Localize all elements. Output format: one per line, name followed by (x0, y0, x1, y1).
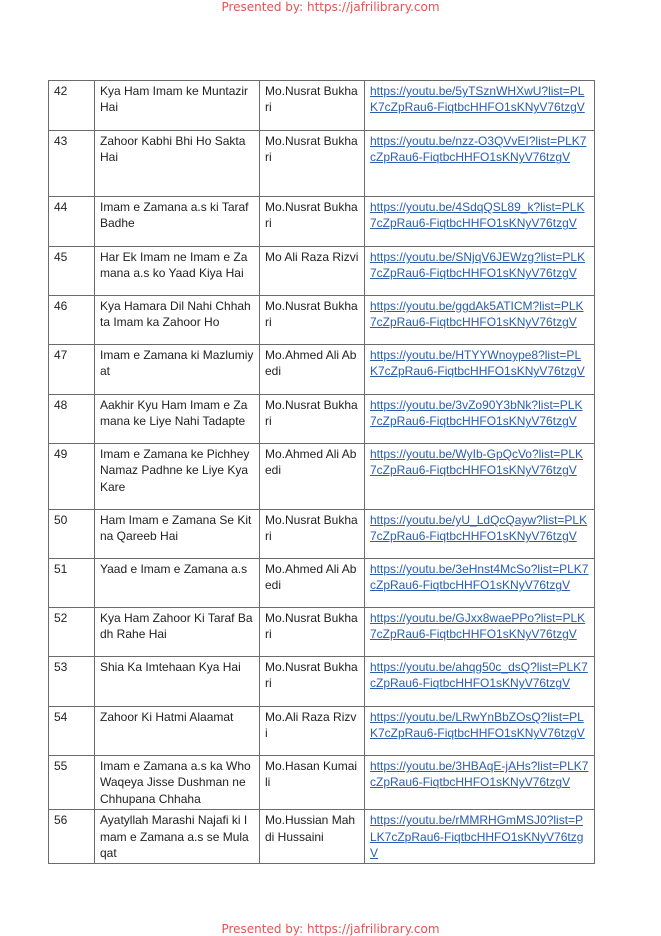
video-title: Kya Ham Imam ke Muntazir Hai (95, 81, 260, 131)
table-row (49, 81, 595, 131)
row-number: 51 (49, 559, 95, 608)
table-row (49, 345, 595, 395)
presented-by-footer: Presented by: https://jafrilibrary.com (221, 922, 440, 936)
speaker-name: Mo.Hasan Kumaili (260, 756, 365, 810)
youtube-link[interactable]: https://youtu.be/LRwYnBbZOsQ?list=PLK7cZpRau6-FiqtbcHHFO1sKNyV76tzgV (365, 707, 595, 756)
video-title: Kya Hamara Dil Nahi Chhahta Imam ka Zahoor Ho (95, 296, 260, 345)
video-title: Zahoor Kabhi Bhi Ho Sakta Hai (95, 131, 260, 197)
youtube-link[interactable]: https://youtu.be/4SdqQSL89_k?list=PLK7cZpRau6-FiqtbcHHFO1sKNyV76tzgV (365, 197, 595, 247)
youtube-link[interactable]: https://youtu.be/ahqg50c_dsQ?list=PLK7cZpRau6-FiqtbcHHFO1sKNyV76tzgV (365, 657, 595, 707)
row-number: 47 (49, 345, 95, 395)
video-title: Ayatyllah Marashi Najafi ki Imam e Zamana a.s se Mulaqat (95, 810, 260, 864)
row-number: 56 (49, 810, 95, 864)
video-title: Aakhir Kyu Ham Imam e Zamana ke Liye Nahi Tadapte (95, 395, 260, 444)
table-row (49, 197, 595, 247)
speaker-name: Mo.Nusrat Bukhari (260, 81, 365, 131)
row-number: 44 (49, 197, 95, 247)
table-row (49, 296, 595, 345)
table-row (49, 756, 595, 810)
table-row (49, 444, 595, 510)
speaker-name: Mo.Hussian Mahdi Hussaini (260, 810, 365, 864)
speaker-name: Mo.Nusrat Bukhari (260, 131, 365, 197)
video-title: Kya Ham Zahoor Ki Taraf Badh Rahe Hai (95, 608, 260, 657)
youtube-link[interactable]: https://youtu.be/yU_LdQcQayw?list=PLK7cZpRau6-FiqtbcHHFO1sKNyV76tzgV (365, 510, 595, 559)
speaker-name: Mo.Nusrat Bukhari (260, 608, 365, 657)
video-title: Shia Ka Imtehaan Kya Hai (95, 657, 260, 707)
row-number: 48 (49, 395, 95, 444)
table-row (49, 707, 595, 756)
row-number: 53 (49, 657, 95, 707)
video-title: Imam e Zamana a.s ki Taraf Badhe (95, 197, 260, 247)
table-row (49, 810, 595, 864)
youtube-link[interactable]: https://youtu.be/SNjqV6JEWzg?list=PLK7cZpRau6-FiqtbcHHFO1sKNyV76tzgV (365, 247, 595, 296)
table-row (49, 247, 595, 296)
speaker-name: Mo.Nusrat Bukhari (260, 197, 365, 247)
speaker-name: Mo.Nusrat Bukhari (260, 510, 365, 559)
video-title: Ham Imam e Zamana Se Kitna Qareeb Hai (95, 510, 260, 559)
youtube-link[interactable]: https://youtu.be/GJxx8waePPo?list=PLK7cZpRau6-FiqtbcHHFO1sKNyV76tzgV (365, 608, 595, 657)
speaker-name: Mo Ali Raza Rizvi (260, 247, 365, 296)
youtube-link[interactable]: https://youtu.be/3vZo90Y3bNk?list=PLK7cZpRau6-FiqtbcHHFO1sKNyV76tzgV (365, 395, 595, 444)
table-row (49, 510, 595, 559)
youtube-link[interactable]: https://youtu.be/WyIb-GpQcVo?list=PLK7cZpRau6-FiqtbcHHFO1sKNyV76tzgV (365, 444, 595, 510)
row-number: 45 (49, 247, 95, 296)
youtube-link[interactable]: https://youtu.be/rMMRHGmMSJ0?list=PLK7cZpRau6-FiqtbcHHFO1sKNyV76tzgV (365, 810, 595, 864)
speaker-name: Mo.Ali Raza Rizvi (260, 707, 365, 756)
row-number: 50 (49, 510, 95, 559)
video-title: Imam e Zamana ke Pichhey Namaz Padhne ke Liye Kya Kare (95, 444, 260, 510)
table-row (49, 608, 595, 657)
youtube-link[interactable]: https://youtu.be/HTYYWnoype8?list=PLK7cZpRau6-FiqtbcHHFO1sKNyV76tzgV (365, 345, 595, 395)
youtube-link[interactable]: https://youtu.be/ggdAk5ATICM?list=PLK7cZpRau6-FiqtbcHHFO1sKNyV76tzgV (365, 296, 595, 345)
speaker-name: Mo.Nusrat Bukhari (260, 296, 365, 345)
row-number: 49 (49, 444, 95, 510)
row-number: 52 (49, 608, 95, 657)
video-title: Yaad e Imam e Zamana a.s (95, 559, 260, 608)
table-row (49, 395, 595, 444)
youtube-link[interactable]: https://youtu.be/5yTSznWHXwU?list=PLK7cZpRau6-FiqtbcHHFO1sKNyV76tzgV (365, 81, 595, 131)
youtube-link[interactable]: https://youtu.be/3HBAqE-jAHs?list=PLK7cZpRau6-FiqtbcHHFO1sKNyV76tzgV (365, 756, 595, 810)
row-number: 54 (49, 707, 95, 756)
video-title: Imam e Zamana ki Mazlumiyat (95, 345, 260, 395)
row-number: 42 (49, 81, 95, 131)
speaker-name: Mo.Nusrat Bukhari (260, 657, 365, 707)
speaker-name: Mo.Ahmed Ali Abedi (260, 444, 365, 510)
video-list-table (48, 80, 595, 864)
speaker-name: Mo.Nusrat Bukhari (260, 395, 365, 444)
presented-by-header: Presented by: https://jafrilibrary.com (221, 0, 440, 14)
row-number: 46 (49, 296, 95, 345)
table-row (49, 657, 595, 707)
speaker-name: Mo.Ahmed Ali Abedi (260, 345, 365, 395)
row-number: 55 (49, 756, 95, 810)
table-row (49, 559, 595, 608)
video-title: Imam e Zamana a.s ka Who Waqeya Jisse Dushman ne Chhupana Chhaha (95, 756, 260, 810)
youtube-link[interactable]: https://youtu.be/nzz-O3QVvEI?list=PLK7cZpRau6-FiqtbcHHFO1sKNyV76tzgV (365, 131, 595, 197)
row-number: 43 (49, 131, 95, 197)
speaker-name: Mo.Ahmed Ali Abedi (260, 559, 365, 608)
video-title: Har Ek Imam ne Imam e Zamana a.s ko Yaad Kiya Hai (95, 247, 260, 296)
youtube-link[interactable]: https://youtu.be/3eHnst4McSo?list=PLK7cZpRau6-FiqtbcHHFO1sKNyV76tzgV (365, 559, 595, 608)
video-title: Zahoor Ki Hatmi Alaamat (95, 707, 260, 756)
table-row (49, 131, 595, 197)
